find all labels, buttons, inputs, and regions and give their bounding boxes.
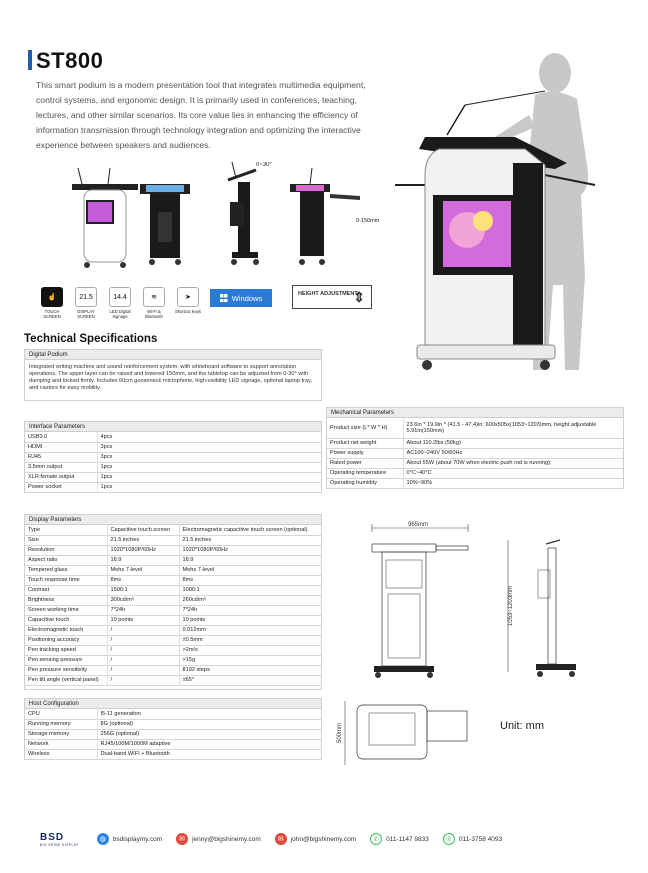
interface-parameters-box bbox=[24, 421, 322, 493]
table-cell: Screen working time bbox=[25, 605, 107, 615]
table-cell: Electromagnetic capacitive touch screen (optional) bbox=[179, 525, 321, 535]
mail-icon: ✉ bbox=[275, 833, 287, 845]
table-cell: 7*24h bbox=[107, 605, 179, 615]
table-row bbox=[25, 635, 321, 645]
table-cell: Capacitive touch bbox=[25, 615, 107, 625]
table-cell: Wireless bbox=[25, 749, 97, 759]
height-dimension-label: 1053~1203mm bbox=[508, 585, 514, 627]
table-row bbox=[25, 719, 321, 729]
table-cell: 16:9 bbox=[179, 555, 321, 565]
side-dimension-drawing bbox=[498, 520, 583, 680]
table-row bbox=[25, 452, 321, 462]
front-dimension-drawing bbox=[360, 520, 475, 680]
tray-view-illustration bbox=[290, 168, 380, 265]
table-cell: Rated power bbox=[327, 458, 403, 468]
table-row bbox=[25, 605, 321, 615]
digital-podium-header: Digital Podium bbox=[25, 350, 321, 360]
table-cell: 3pcs bbox=[97, 452, 321, 462]
table-cell: 10%~90% bbox=[403, 478, 623, 488]
table-row bbox=[327, 438, 623, 448]
table-cell: Electromagnetic touch bbox=[25, 625, 107, 635]
tech-specs-title: Technical Specifications bbox=[24, 333, 158, 345]
hero-product-image bbox=[395, 45, 640, 380]
unit-label: Unit: mm bbox=[500, 720, 544, 732]
table-cell: 256G (optional) bbox=[97, 729, 321, 739]
table-cell: AC100~240V 50/60Hz bbox=[403, 448, 623, 458]
table-cell: 8ms bbox=[179, 575, 321, 585]
table-cell: Dual-band WIFI + Bluetooth bbox=[97, 749, 321, 759]
footer bbox=[40, 826, 620, 852]
feature-wifi: ≋ Wi-Fi & Bluetooth bbox=[140, 287, 168, 319]
mechanical-parameters-box bbox=[326, 407, 624, 489]
table-row bbox=[25, 535, 321, 545]
table-cell: / bbox=[107, 675, 179, 685]
table-cell: Running memory bbox=[25, 719, 97, 729]
table-cell: Network bbox=[25, 739, 97, 749]
globe-icon: ◍ bbox=[97, 833, 109, 845]
feature-shortcut: ➤ Shortcut Keys bbox=[174, 287, 202, 314]
table-row bbox=[25, 709, 321, 719]
display-header: Display Parameters bbox=[25, 515, 321, 525]
table-cell: Storage memory bbox=[25, 729, 97, 739]
table-cell: Aspect ratio bbox=[25, 555, 107, 565]
host-header: Host Configuration bbox=[25, 699, 321, 709]
table-cell: RJ45 bbox=[25, 452, 97, 462]
table-cell: Product size (L* W * H) bbox=[327, 418, 403, 438]
table-cell: 8192 steps bbox=[179, 665, 321, 675]
table-row bbox=[25, 585, 321, 595]
table-row bbox=[25, 432, 321, 442]
table-row bbox=[25, 472, 321, 482]
table-cell: Pen tilt angle (vertical panel) bbox=[25, 675, 107, 685]
table-cell: 7*24h bbox=[179, 605, 321, 615]
table-row bbox=[25, 565, 321, 575]
top-dimension-drawing bbox=[335, 693, 480, 773]
table-row bbox=[25, 525, 321, 535]
phone-contact-2[interactable]: ✆ 011-3758 4093 bbox=[443, 833, 502, 845]
product-intro: This smart podium is a modern presentation tool that integrates multimedia equipment, control systems, and ergonomic design. It is primarily used in conferences, teaching, lectures, and other similar scenarios. Its core value lies in enhancing the efficiency of information transmission through technology integration and optimizing the interactive experience between speakers and audiences. bbox=[36, 80, 366, 150]
table-cell: 260cd/m² bbox=[179, 595, 321, 605]
table-cell: 3pcs bbox=[97, 442, 321, 452]
table-cell: Brightness bbox=[25, 595, 107, 605]
windows-logo-icon bbox=[220, 294, 228, 302]
angle-label: 0~30° bbox=[256, 162, 272, 168]
interface-table bbox=[25, 432, 321, 493]
table-row bbox=[327, 468, 623, 478]
height-adjustment-badge: HEIGHT ADJUSTMENT ⇕ bbox=[292, 285, 372, 309]
table-cell: / bbox=[107, 635, 179, 645]
table-cell: 1920*1080P/60Hz bbox=[179, 545, 321, 555]
table-cell: / bbox=[107, 665, 179, 675]
table-cell: 1pcs bbox=[97, 472, 321, 482]
touch-icon: ☝ bbox=[41, 287, 63, 307]
display-parameters-box bbox=[24, 514, 322, 690]
host-configuration-box bbox=[24, 698, 322, 760]
digital-podium-box bbox=[24, 349, 322, 401]
table-cell: Touch response time bbox=[25, 575, 107, 585]
table-cell: / bbox=[107, 645, 179, 655]
table-cell: CPU bbox=[25, 709, 97, 719]
table-row bbox=[25, 615, 321, 625]
table-cell: I5-11 generation bbox=[97, 709, 321, 719]
table-cell: Capacitive touch screen bbox=[107, 525, 179, 535]
table-row bbox=[327, 448, 623, 458]
table-row bbox=[25, 595, 321, 605]
table-cell: Mohs 7-level bbox=[179, 565, 321, 575]
table-cell: 1920*1080P/60Hz bbox=[107, 545, 179, 555]
feature-display: 21.5 DISPLAY SCREEN bbox=[72, 287, 100, 319]
table-cell: >15g bbox=[179, 655, 321, 665]
table-cell: Pen tracking speed bbox=[25, 645, 107, 655]
table-cell: Power socket bbox=[25, 482, 97, 492]
table-row bbox=[25, 442, 321, 452]
led-icon: 14.4 bbox=[109, 287, 131, 307]
table-row bbox=[25, 675, 321, 685]
product-title: ST800 bbox=[36, 48, 104, 73]
table-row bbox=[327, 478, 623, 488]
table-row bbox=[25, 739, 321, 749]
table-cell: 23.6in * 19.9in * (41.5 - 47.4)in; 600x505x(1053~1203)mm, height adjustable 5.91in(150mm) bbox=[403, 418, 623, 438]
table-cell: >2m/s bbox=[179, 645, 321, 655]
height-arrows-icon: ⇕ bbox=[353, 289, 365, 305]
email-contact-2[interactable]: ✉ john@bigshinemy.com bbox=[275, 833, 356, 845]
table-cell: 3.5mm output bbox=[25, 462, 97, 472]
table-row bbox=[25, 749, 321, 759]
table-cell: Positioning accuracy bbox=[25, 635, 107, 645]
table-cell: 1500:1 bbox=[107, 585, 179, 595]
digital-podium-text: Integrated writing machine and sound reinforcement system, with whiteboard software to support annotation operations. The upper layer can be raised and lowered 150mm, and the tabletop can be adjusted from 0-30° with damping and locked firmly. Includes 60cm gooseneck microphone, high-visibility LED signage, optional laptop tray, and castors for easy mobility. bbox=[29, 364, 313, 391]
table-cell: 300cd/m² bbox=[107, 595, 179, 605]
feature-icons bbox=[38, 287, 208, 319]
product-views bbox=[60, 162, 400, 272]
table-cell: Contrast bbox=[25, 585, 107, 595]
table-cell: 1pcs bbox=[97, 482, 321, 492]
table-cell: / bbox=[107, 655, 179, 665]
front-view-illustration bbox=[72, 168, 138, 268]
table-cell: 21.5 inches bbox=[107, 535, 179, 545]
height-range-label: 0-150mm bbox=[356, 218, 380, 224]
table-cell: Resolution bbox=[25, 545, 107, 555]
table-cell: About 55W (about 70W when electric push rod is running); bbox=[403, 458, 623, 468]
whatsapp-icon: ✆ bbox=[370, 833, 382, 845]
table-cell: Product net weight bbox=[327, 438, 403, 448]
table-row bbox=[25, 575, 321, 585]
table-cell: ±0.5mm bbox=[179, 635, 321, 645]
table-cell: USB3.0 bbox=[25, 432, 97, 442]
phone-contact-1[interactable]: ✆ 011-1147 9833 bbox=[370, 833, 429, 845]
table-cell: 1000:1 bbox=[179, 585, 321, 595]
table-cell: 8ms bbox=[107, 575, 179, 585]
table-row bbox=[25, 655, 321, 665]
table-cell: 0°C~40°C bbox=[403, 468, 623, 478]
shortcut-icon: ➤ bbox=[177, 287, 199, 307]
table-row bbox=[25, 555, 321, 565]
host-table bbox=[25, 709, 321, 760]
table-row bbox=[25, 462, 321, 472]
table-cell: Type bbox=[25, 525, 107, 535]
title-accent-bar bbox=[28, 50, 32, 70]
table-cell: Size bbox=[25, 535, 107, 545]
brand-logo: BSD BIG SHINE DISPLAY bbox=[40, 831, 79, 847]
table-cell: 4pcs bbox=[97, 432, 321, 442]
depth-dimension-label: 500mm bbox=[337, 722, 343, 744]
table-cell: 8G (optional) bbox=[97, 719, 321, 729]
table-cell: ±65° bbox=[179, 675, 321, 685]
feature-led: 14.4 LED Digital Signage bbox=[106, 287, 134, 319]
table-cell: HDMI bbox=[25, 442, 97, 452]
table-row bbox=[25, 545, 321, 555]
rear-view-illustration bbox=[140, 184, 190, 265]
table-cell: 0.012mm bbox=[179, 625, 321, 635]
table-cell: 10 points bbox=[107, 615, 179, 625]
table-cell: RJ45/100M/1000M adaptive bbox=[97, 739, 321, 749]
table-cell: Operating temperature bbox=[327, 468, 403, 478]
table-cell: About 110.2lbs (50kg) bbox=[403, 438, 623, 448]
table-cell: 10 points bbox=[179, 615, 321, 625]
table-cell: Mohs 7-level bbox=[107, 565, 179, 575]
website-contact[interactable]: ◍ bsdisplaymy.com bbox=[97, 833, 162, 845]
table-row bbox=[327, 418, 623, 438]
table-cell: Pen sensing pressure bbox=[25, 655, 107, 665]
mechanical-header: Mechanical Parameters bbox=[327, 408, 623, 418]
table-cell: Operating humidity bbox=[327, 478, 403, 488]
email-contact-1[interactable]: ✉ jenny@bigshinemy.com bbox=[176, 833, 261, 845]
table-row bbox=[25, 665, 321, 675]
width-dimension-label: 965mm bbox=[408, 522, 429, 528]
interface-header: Interface Parameters bbox=[25, 422, 321, 432]
side-view-illustration bbox=[228, 162, 273, 265]
table-row bbox=[25, 645, 321, 655]
table-cell: / bbox=[107, 625, 179, 635]
whatsapp-icon: ✆ bbox=[443, 833, 455, 845]
table-cell: Tempered glass bbox=[25, 565, 107, 575]
windows-badge: Windows bbox=[210, 289, 272, 307]
table-cell: 16:9 bbox=[107, 555, 179, 565]
table-cell: Power supply bbox=[327, 448, 403, 458]
table-cell: 21.5 inches bbox=[179, 535, 321, 545]
display-icon: 21.5 bbox=[75, 287, 97, 307]
mail-icon: ✉ bbox=[176, 833, 188, 845]
mechanical-table bbox=[327, 418, 623, 489]
table-cell: XLR female output bbox=[25, 472, 97, 482]
table-row bbox=[25, 625, 321, 635]
wifi-bluetooth-icon: ≋ bbox=[143, 287, 165, 307]
table-row bbox=[25, 482, 321, 492]
display-table bbox=[25, 525, 321, 686]
table-cell: 1pcs bbox=[97, 462, 321, 472]
table-row bbox=[327, 458, 623, 468]
table-row bbox=[25, 729, 321, 739]
table-cell: Pen pressure sensitivity bbox=[25, 665, 107, 675]
feature-touch: ☝ TOUCH SCREEN bbox=[38, 287, 66, 319]
